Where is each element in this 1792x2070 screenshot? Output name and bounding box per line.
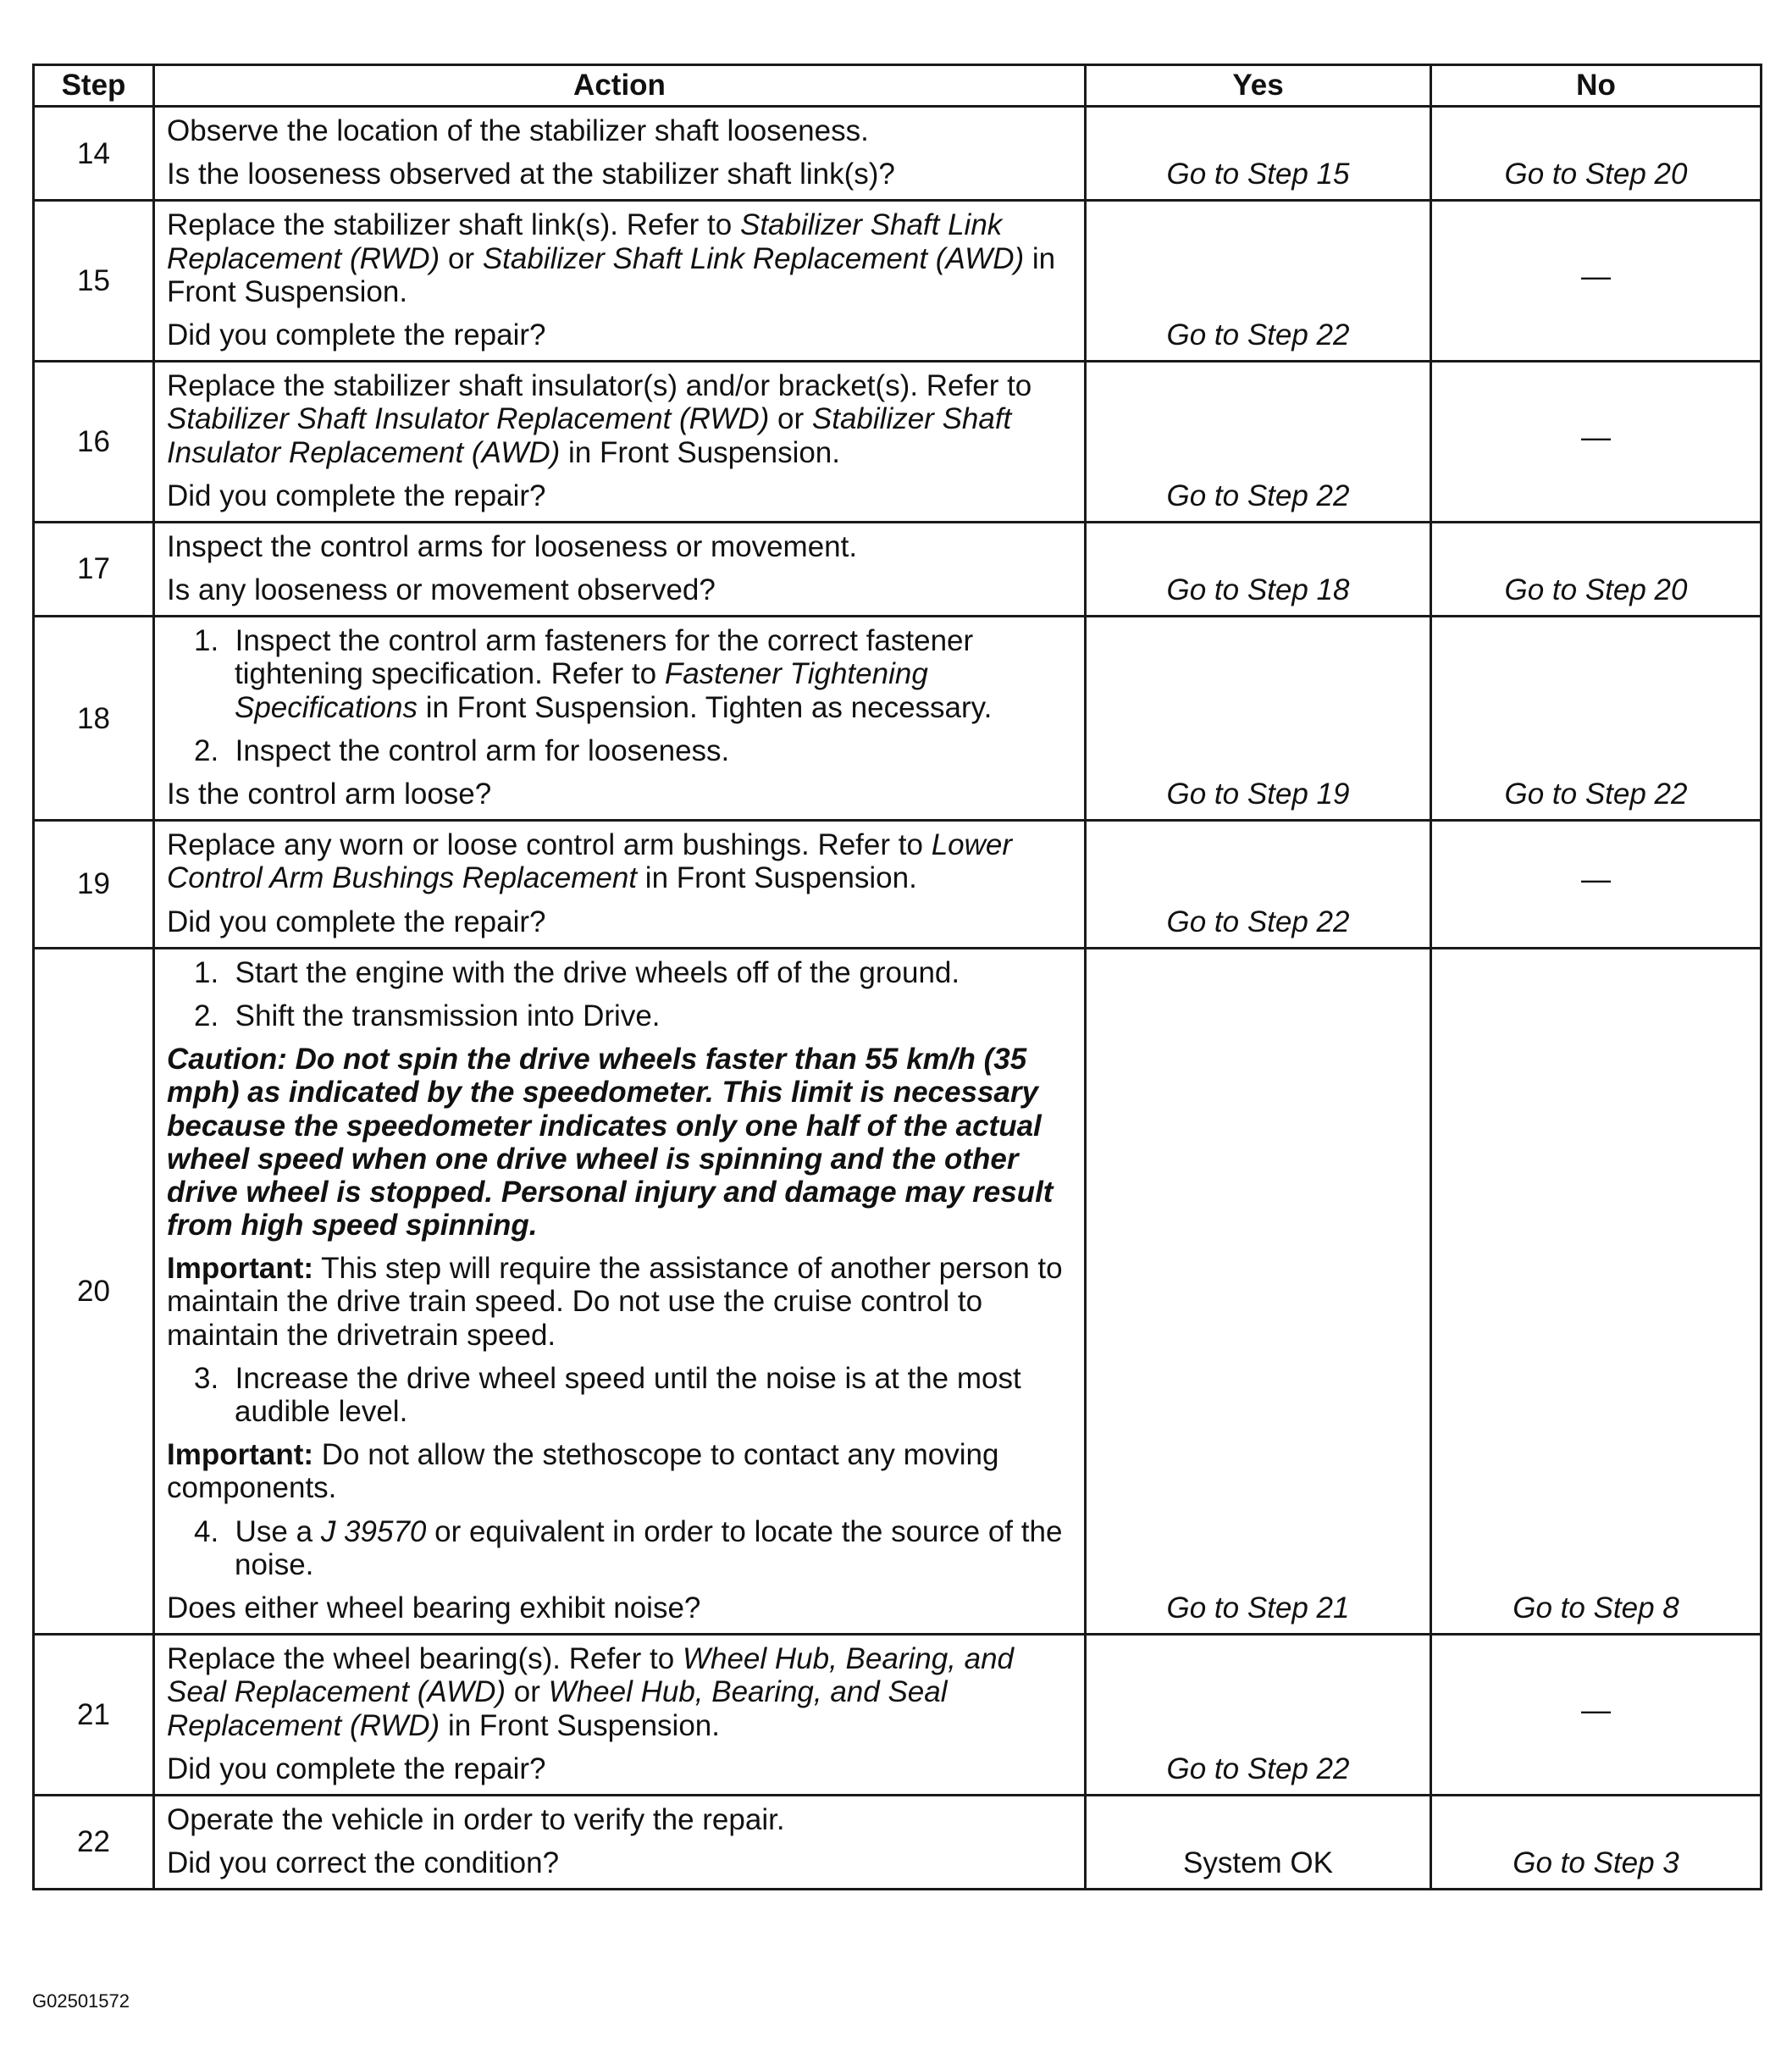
header-row	[34, 65, 1762, 107]
no-result: Go to Step 3	[1431, 1795, 1762, 1889]
no-result: —	[1431, 1635, 1762, 1796]
diagnostic-table	[32, 64, 1762, 1890]
list-number: 3.	[194, 1361, 219, 1395]
step-number: 21	[34, 1635, 154, 1796]
action-cell	[154, 201, 1086, 362]
action-paragraph	[167, 1642, 1072, 1742]
action-text: Is the control arm loose?	[167, 778, 492, 811]
figure-id: G02501572	[32, 1990, 130, 2012]
action-text: Replace any worn or loose control arm bushings. Refer to	[167, 828, 923, 862]
reference-link-text: Stabilizer Shaft Insulator Replacement (RWD)	[167, 402, 770, 436]
action-text: Did you complete the repair?	[167, 479, 546, 512]
action-list-item	[194, 999, 1072, 1032]
action-text: or	[513, 1675, 540, 1709]
header-no: No	[1431, 65, 1762, 107]
header-action: Action	[154, 65, 1086, 107]
action-cell	[154, 107, 1086, 201]
yes-result: Go to Step 22	[1086, 362, 1431, 523]
action-text: or equivalent in order to locate the source of the noise.	[235, 1514, 1063, 1581]
table-row	[34, 617, 1762, 821]
list-number: 2.	[194, 733, 219, 767]
list-number: 1.	[194, 955, 219, 989]
yes-result: Go to Step 21	[1086, 948, 1431, 1634]
important-text: Do not allow the stethoscope to contact any moving components.	[167, 1438, 999, 1505]
list-number: 2.	[194, 999, 219, 1032]
action-list-item	[194, 734, 1072, 767]
action-text: or	[447, 241, 475, 275]
action-cell	[154, 821, 1086, 949]
action-paragraph	[167, 369, 1072, 469]
action-text: Does either wheel bearing exhibit noise?	[167, 1591, 701, 1624]
important-label: Important:	[167, 1438, 314, 1472]
action-list-item	[194, 1362, 1072, 1428]
yes-result: Go to Step 19	[1086, 617, 1431, 821]
step-number: 16	[34, 362, 154, 523]
reference-link-text: Wheel Hub, Bearing, and Seal Replacement (RWD)	[167, 1675, 948, 1742]
action-text: in Front Suspension. Tighten as necessary.	[425, 690, 993, 724]
action-text: in Front Suspension.	[644, 861, 917, 895]
action-text: in Front Suspension.	[567, 435, 840, 469]
action-text: Shift the transmission into Drive.	[235, 999, 661, 1032]
header-yes: Yes	[1086, 65, 1431, 107]
action-paragraph	[167, 530, 1072, 563]
action-text: in Front Suspension.	[447, 1708, 720, 1742]
yes-result: System OK	[1086, 1795, 1431, 1889]
no-result: Go to Step 22	[1431, 617, 1762, 821]
yes-result: Go to Step 15	[1086, 107, 1431, 201]
action-paragraph	[167, 1803, 1072, 1836]
yes-result: Go to Step 18	[1086, 522, 1431, 616]
action-paragraph	[167, 573, 1072, 606]
action-text: Did you complete the repair?	[167, 905, 546, 938]
reference-link-text: J 39570	[320, 1514, 427, 1548]
step-number: 17	[34, 522, 154, 616]
no-result: Go to Step 20	[1431, 522, 1762, 616]
no-result: —	[1431, 201, 1762, 362]
action-paragraph	[167, 158, 1072, 191]
action-text: Inspect the control arm fasteners for the correct fastener tightening specification. Refer to	[235, 624, 974, 691]
step-number: 20	[34, 948, 154, 1634]
action-text: Is the looseness observed at the stabilizer shaft link(s)?	[167, 158, 895, 191]
list-number: 4.	[194, 1514, 219, 1548]
action-paragraph	[167, 905, 1072, 938]
reference-link-text: Wheel Hub, Bearing, and Seal Replacement (AWD)	[167, 1642, 1015, 1709]
action-list-item	[194, 624, 1072, 724]
action-paragraph	[167, 1591, 1072, 1624]
action-text: Use a	[235, 1514, 313, 1548]
action-cell	[154, 1635, 1086, 1796]
yes-result: Go to Step 22	[1086, 821, 1431, 949]
table-body	[34, 107, 1762, 1890]
list-number: 1.	[194, 624, 219, 658]
table-row	[34, 948, 1762, 1634]
table-row	[34, 201, 1762, 362]
step-number: 14	[34, 107, 154, 201]
reference-link-text: Stabilizer Shaft Link Replacement (RWD)	[167, 208, 1003, 275]
action-text: Is any looseness or movement observed?	[167, 573, 716, 607]
yes-result: Go to Step 22	[1086, 201, 1431, 362]
action-list-item	[194, 1515, 1072, 1581]
action-paragraph	[167, 828, 1072, 894]
important-text: This step will require the assistance of another person to maintain the drive train speed. Do not use the cruise control to maintain the drivetrain speed.	[167, 1252, 1063, 1352]
table-row	[34, 821, 1762, 949]
action-paragraph	[167, 1846, 1072, 1879]
action-cell	[154, 522, 1086, 616]
action-cell	[154, 1795, 1086, 1889]
header-step: Step	[34, 65, 154, 107]
action-text: Start the engine with the drive wheels off of the ground.	[235, 955, 960, 989]
action-text: Did you complete the repair?	[167, 318, 546, 351]
action-paragraph	[167, 479, 1072, 512]
important-label: Important:	[167, 1252, 314, 1286]
action-paragraph	[167, 114, 1072, 147]
step-number: 15	[34, 201, 154, 362]
action-cell	[154, 948, 1086, 1634]
action-text: Replace the wheel bearing(s). Refer to	[167, 1642, 675, 1676]
table-row	[34, 362, 1762, 523]
no-result: Go to Step 8	[1431, 948, 1762, 1634]
action-cell	[154, 617, 1086, 821]
no-result: —	[1431, 362, 1762, 523]
table-row	[34, 1795, 1762, 1889]
action-list-item	[194, 956, 1072, 989]
step-number: 22	[34, 1795, 154, 1889]
action-text: Replace the stabilizer shaft insulator(s) and/or bracket(s). Refer to	[167, 369, 1032, 403]
action-paragraph	[167, 208, 1072, 308]
action-text: in Front Suspension.	[167, 241, 1056, 308]
action-text: Inspect the control arm for looseness.	[235, 733, 730, 767]
action-text: or	[777, 402, 805, 436]
reference-link-text: Stabilizer Shaft Link Replacement (AWD)	[482, 241, 1025, 275]
table-row	[34, 107, 1762, 201]
action-paragraph	[167, 1752, 1072, 1785]
action-text: Increase the drive wheel speed until the noise is at the most audible level.	[235, 1361, 1021, 1428]
step-number: 18	[34, 617, 154, 821]
action-text: Did you complete the repair?	[167, 1752, 546, 1785]
action-paragraph	[167, 318, 1072, 351]
table-row	[34, 1635, 1762, 1796]
reference-link-text: Fastener Tightening Specifications	[235, 657, 928, 724]
reference-link-text: Lower Control Arm Bushings Replacement	[167, 828, 1013, 895]
action-paragraph	[167, 778, 1072, 811]
caution-note: Caution: Do not spin the drive wheels faster than 55 km/h (35 mph) as indicated by the speedometer. This limit is necessary because the speedometer indicates only one half of the actual wheel speed when one drive wheel is spinning and the other drive wheel is stopped. Personal injury and damage may result from high speed spinning.	[167, 1043, 1054, 1243]
important-note	[167, 1438, 1072, 1504]
action-text: Inspect the control arms for looseness or movement.	[167, 529, 858, 563]
yes-result: Go to Step 22	[1086, 1635, 1431, 1796]
no-result: Go to Step 20	[1431, 107, 1762, 201]
important-note	[167, 1252, 1072, 1352]
action-text: Operate the vehicle in order to verify the repair.	[167, 1802, 785, 1836]
action-text: Did you correct the condition?	[167, 1846, 560, 1880]
no-result: —	[1431, 821, 1762, 949]
action-cell	[154, 362, 1086, 523]
action-text: Observe the location of the stabilizer shaft looseness.	[167, 114, 869, 147]
step-number: 19	[34, 821, 154, 949]
reference-link-text: Stabilizer Shaft Insulator Replacement (AWD)	[167, 402, 1012, 469]
action-text: Replace the stabilizer shaft link(s). Refer to	[167, 208, 733, 242]
table-row	[34, 522, 1762, 616]
